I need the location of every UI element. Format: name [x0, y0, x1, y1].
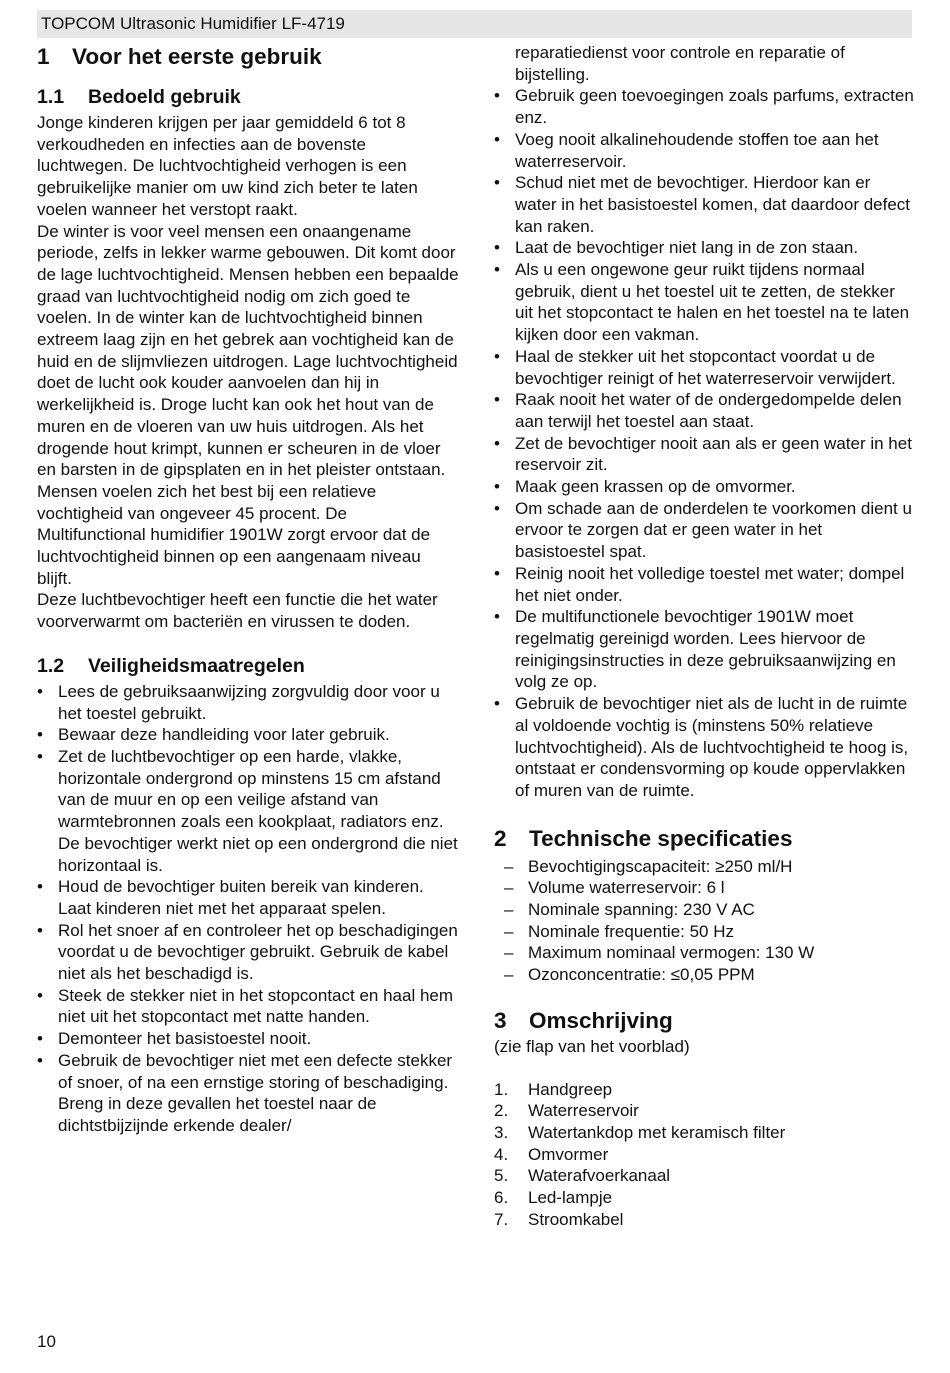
dash-mark: –: [504, 856, 514, 876]
list-item-text: Zet de bevochtiger nooit aan als er geen water in het reservoir zit.: [515, 433, 912, 475]
bullet-mark: •: [37, 920, 43, 940]
part-label: Omvormer: [528, 1144, 609, 1164]
list-item-text: Demonteer het basistoestel nooit.: [58, 1029, 312, 1049]
header-title: TOPCOM Ultrasonic Humidifier LF-4719: [41, 14, 345, 33]
spec-item: [504, 964, 914, 986]
paragraph: Jonge kinderen krijgen per jaar gemiddeld 6 tot 8 verkoudheden en infecties aan de bovenste luchtwegen. De luchtvochtigheid verhogen is een gebruikelijke manier om uw kind zich beter te laten voelen wanneer het verstopt raakt.: [37, 113, 418, 219]
list-item-text: Lees de gebruiksaanwijzing zorgvuldig door voor u het toestel gebruikt.: [58, 681, 440, 723]
list-item: [37, 876, 460, 919]
list-item-text: Houd de bevochtiger buiten bereik van kinderen. Laat kinderen niet met het apparaat spelen.: [58, 877, 424, 918]
spec-item: [504, 877, 914, 899]
spec-text: Nominale frequentie: 50 Hz: [528, 921, 735, 941]
bullet-mark: •: [494, 173, 500, 193]
list-item-text: Voeg nooit alkalinehoudende stoffen toe aan het waterreservoir.: [515, 129, 879, 171]
bullet-mark: •: [37, 877, 43, 897]
dash-mark: –: [504, 965, 514, 985]
list-item-text: De multifunctionele bevochtiger 1901W moet regelmatig gereinigd worden. Lees hiervoor de reinigingsinstructies in deze gebruiksaanwijzing en volg ze op.: [515, 607, 896, 692]
page-number: 10: [37, 1332, 56, 1351]
section-title: Omschrijving: [529, 1007, 673, 1033]
list-item-text: Als u een ongewone geur ruikt tijdens normaal gebruik, dient u het toestel uit te zetten, de stekker uit het stopcontact te halen en het toestel na te laten kijken door een vakman.: [515, 260, 910, 345]
subsection-title: Veiligheidsmaatregelen: [88, 654, 305, 677]
list-item: [494, 346, 914, 389]
list-item-text: Laat de bevochtiger niet lang in de zon staan.: [515, 238, 859, 258]
spec-item: [504, 942, 914, 964]
part-item: [494, 1187, 914, 1209]
list-item: [494, 129, 914, 172]
spec-text: Maximum nominaal vermogen: 130 W: [528, 943, 815, 963]
subsection-number: 1.1: [37, 86, 65, 108]
part-number: 4.: [494, 1144, 509, 1164]
continuation-text: reparatiedienst voor controle en reparatie of bijstelling.: [515, 43, 845, 84]
list-item-text: Reinig nooit het volledige toestel met water; dompel het niet onder.: [515, 563, 905, 605]
part-item: [494, 1079, 914, 1101]
list-item: [37, 1028, 460, 1050]
part-item: [494, 1165, 914, 1187]
subsection-1-2-heading: [37, 653, 460, 679]
bullet-mark: •: [37, 1029, 43, 1049]
list-item: [494, 259, 914, 346]
dash-mark: –: [504, 943, 514, 963]
list-item-text: Zet de luchtbevochtiger op een harde, vlakke, horizontale ondergrond op minstens 15 cm afstand van de muur en op een veilige afstand van warmtebronnen zoals een kookplaat, radiators enz. De bevochtiger werkt niet op een ondergrond die niet horizontaal is.: [58, 746, 458, 875]
subsection-1-1-heading: [37, 84, 460, 110]
right-column: [494, 42, 914, 1230]
list-item-text: Maak geen krassen op de omvormer.: [515, 477, 796, 497]
part-number: 1.: [494, 1079, 509, 1099]
list-item-text: Gebruik de bevochtiger niet met een defecte stekker of snoer, of na een ernstige storing of beschadiging. Breng in deze gevallen het toestel naar de dichtstbijzijnde erkende dealer/: [58, 1050, 453, 1135]
list-item: [494, 693, 914, 802]
list-item-text: Gebruik de bevochtiger niet als de lucht in de ruimte al voldoende vochtig is (minstens 50% relatieve luchtvochtigheid). Als de luchtvochtigheid te hoog is, ontstaat er condensvorming op koude oppervlakken of muren van de ruimte.: [515, 694, 909, 800]
bullet-mark: •: [494, 129, 500, 149]
bullet-mark: •: [37, 985, 43, 1005]
bullet-mark: •: [37, 746, 43, 766]
section-title: Technische specificaties: [529, 825, 793, 851]
list-item-text: Haal de stekker uit het stopcontact voordat u de bevochtiger reinigt of het waterreservoir verwijdert.: [515, 346, 896, 388]
specs-list: [494, 856, 914, 986]
list-item: [494, 476, 914, 498]
part-label: Stroomkabel: [528, 1209, 624, 1229]
subsection-title: Bedoeld gebruik: [88, 86, 241, 108]
list-item-text: Rol het snoer af en controleer het op beschadigingen voordat u de bevochtiger gebruikt. Gebruik de kabel niet als het beschadigd is.: [58, 920, 458, 984]
part-label: Led-lampje: [528, 1188, 613, 1208]
list-item-text: Om schade aan de onderdelen te voorkomen dient u ervoor te zorgen dat er geen water in het basistoestel spat.: [515, 498, 912, 562]
bullet-mark: •: [494, 86, 500, 106]
bullet-mark: •: [494, 390, 500, 410]
section-number: 2: [494, 825, 507, 851]
list-item: [494, 172, 914, 237]
part-item: [494, 1209, 914, 1231]
bullet-mark: •: [37, 681, 43, 701]
list-item: [494, 433, 914, 476]
spec-text: Nominale spanning: 230 V AC: [528, 900, 755, 920]
bullet-mark: •: [494, 477, 500, 497]
list-item: [494, 85, 914, 128]
bullet-mark: •: [494, 607, 500, 627]
bullet-mark: •: [37, 1050, 43, 1070]
part-label: Watertankdop met keramisch filter: [528, 1122, 786, 1142]
section-1-heading: [37, 42, 460, 72]
dash-mark: –: [504, 878, 514, 898]
part-item: [494, 1100, 914, 1122]
bullet-mark: •: [494, 694, 500, 714]
spec-text: Volume waterreservoir: 6 l: [528, 878, 725, 898]
header-bar: [37, 10, 912, 38]
list-item-text: Gebruik geen toevoegingen zoals parfums, extracten enz.: [515, 86, 914, 128]
list-item: [37, 1050, 460, 1137]
paragraph: Mensen voelen zich het best bij een relatieve vochtigheid van ongeveer 45 procent. De Multifunctional humidifier 1901W zorgt ervoor dat de luchtvochtigheid binnen op een aangenaam niveau blijft.: [37, 481, 431, 588]
part-label: Waterafvoerkanaal: [528, 1166, 671, 1186]
part-item: [494, 1122, 914, 1144]
part-number: 3.: [494, 1122, 509, 1142]
spec-item: [504, 899, 914, 921]
parts-list: [494, 1079, 914, 1231]
paragraph: De winter is voor veel mensen een onaangename periode, zelfs in lekker warme gebouwen. Dit komt door de lage luchtvochtigheid. Mensen hebben een bepaalde graad van luchtvochtigheid nodig om zich goed te voelen. In de winter kan de luchtvochtigheid binnen extreem laag zijn en het gebrek aan vochtigheid kan de huid en de slijmvliezen uitdrogen. Lage luchtvochtigheid doet de lucht ook kouder aanvoelen dan hij in werkelijkheid is. Droge lucht kan ook het hout van de muren en de vloeren van uw huis uitdrogen. Als het drogende hout krimpt, kunnen er scheuren in de vloer en barsten in de gipsplaten en in het pleister ontstaan.: [37, 221, 459, 480]
list-item: [37, 920, 460, 985]
list-item: [494, 498, 914, 563]
spec-text: Ozonconcentratie: ≤0,05 PPM: [528, 965, 755, 985]
spec-text: Bevochtigingscapaciteit: ≥250 ml/H: [528, 856, 793, 876]
list-item-text: Steek de stekker niet in het stopcontact en haal hem niet uit het stopcontact met natte handen.: [58, 985, 454, 1027]
section-number: 3: [494, 1007, 507, 1033]
dash-mark: –: [504, 900, 514, 920]
list-item: [37, 681, 460, 724]
list-item: [37, 985, 460, 1028]
bullet-mark: •: [494, 238, 500, 258]
bullet-mark: •: [494, 498, 500, 518]
part-number: 2.: [494, 1101, 509, 1121]
subsection-number: 1.2: [37, 654, 65, 677]
spec-item: [504, 921, 914, 943]
list-item-text: Bewaar deze handleiding voor later gebruik.: [58, 725, 390, 745]
list-item: [494, 237, 914, 259]
section-3-heading: [494, 1006, 914, 1036]
part-number: 6.: [494, 1188, 509, 1208]
part-number: 5.: [494, 1166, 509, 1186]
left-column: [37, 42, 460, 1137]
list-item: [494, 389, 914, 432]
bullet-mark: •: [494, 433, 500, 453]
part-number: 7.: [494, 1209, 509, 1229]
part-label: Waterreservoir: [528, 1101, 639, 1121]
spec-item: [504, 856, 914, 878]
safety-list-right: [494, 85, 914, 801]
bullet-mark: •: [494, 260, 500, 280]
part-item: [494, 1144, 914, 1166]
list-item: [494, 606, 914, 693]
dash-mark: –: [504, 921, 514, 941]
safety-list-left: [37, 681, 460, 1137]
intro-paragraphs: [37, 112, 460, 633]
part-label: Handgreep: [528, 1079, 613, 1099]
section-2-heading: [494, 824, 914, 854]
section-title: Voor het eerste gebruik: [72, 44, 322, 69]
list-item-text: Schud niet met de bevochtiger. Hierdoor kan er water in het basistoestel komen, dat daardoor defect kan raken.: [515, 173, 911, 236]
list-item: [494, 563, 914, 606]
section-number: 1: [37, 44, 50, 69]
list-item-text: Raak nooit het water of de ondergedompelde delen aan terwijl het toestel aan staat.: [515, 390, 902, 431]
bullet-mark: •: [494, 563, 500, 583]
list-item: [37, 746, 460, 876]
bullet-mark: •: [494, 346, 500, 366]
bullet-mark: •: [37, 725, 43, 745]
paragraph: Deze luchtbevochtiger heeft een functie die het water voorverwarmt om bacteriën en virussen te doden.: [37, 590, 438, 632]
description-note: (zie flap van het voorblad): [494, 1036, 690, 1056]
list-item: [37, 724, 460, 746]
